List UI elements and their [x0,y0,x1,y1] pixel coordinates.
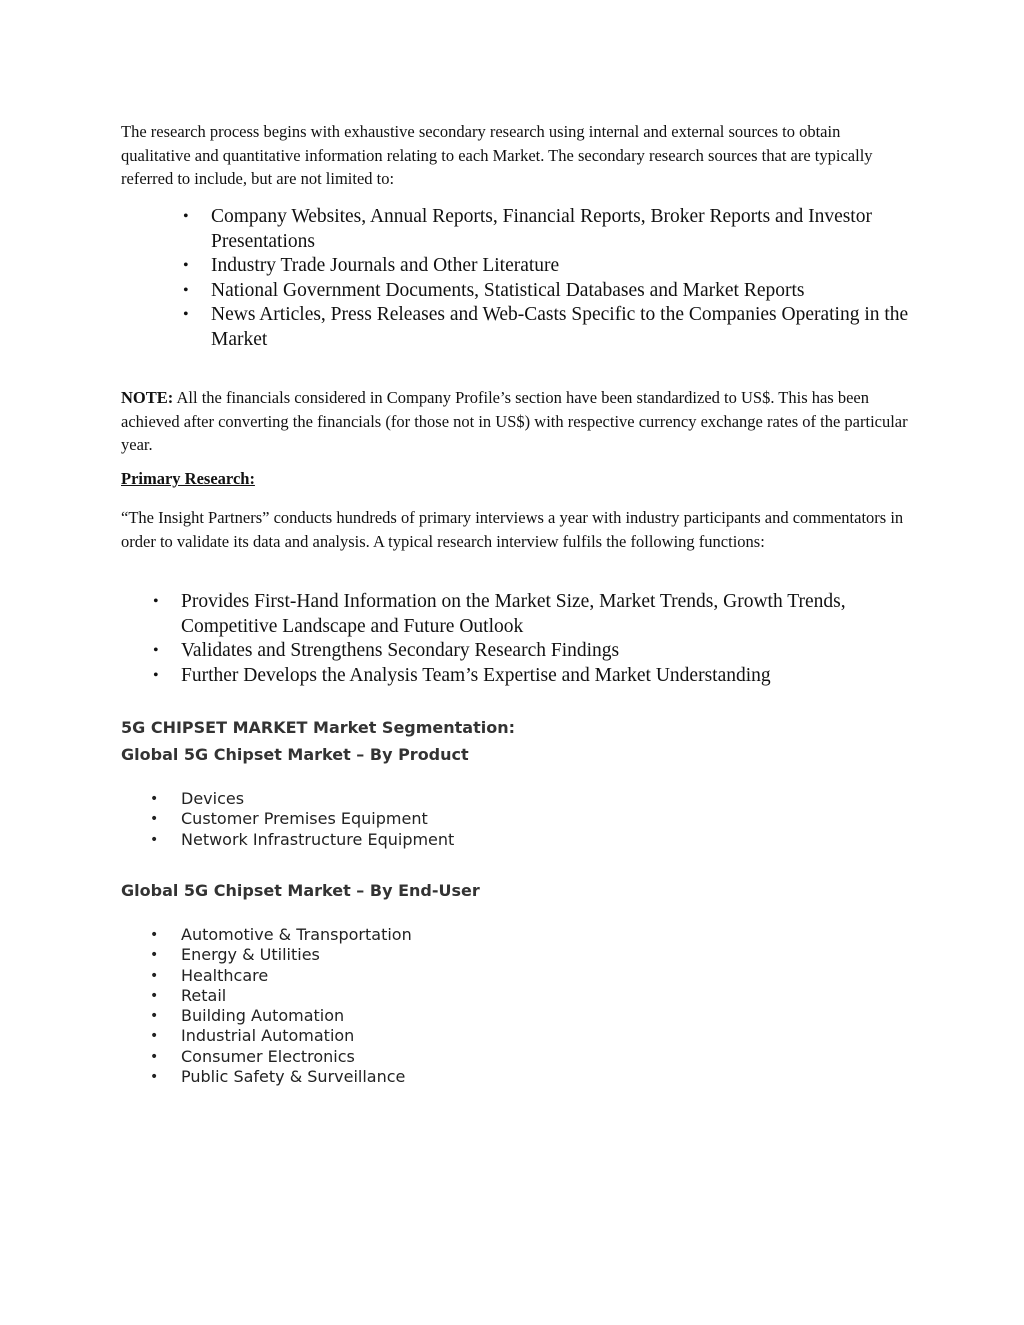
bullet-icon: • [150,1028,159,1045]
list-item: • Further Develops the Analysis Team’s Expertise and Market Understanding [181,664,916,689]
primary-functions-list [153,590,916,688]
by-end-user-list [150,925,781,1087]
primary-research-paragraph: “The Insight Partners” conducts hundreds of primary interviews a year with industry participants and commentators in order to validate its data and analysis. A typical research interview fulfils the following functions: [121,508,904,551]
list-item: • Automotive & Transportation [150,925,412,944]
list-item: • National Government Documents, Statistical Databases and Market Reports [211,279,911,304]
bullet-icon: • [150,811,159,828]
list-item: • Building Automation [150,1006,345,1026]
list-item: • Provides First-Hand Information on the Market Size, Market Trends, Growth Trends, Competitive Landscape and Future Outlook [153,591,846,637]
bullet-icon: • [183,257,189,274]
list-item: • Customer Premises Equipment [150,809,428,829]
note-paragraph [121,386,911,457]
list-item: • News Articles, Press Releases and Web-Casts Specific to the Companies Operating in the Market [183,304,909,350]
bullet-icon: • [183,208,189,225]
by-product-heading: Global 5G Chipset Market – By Product [121,745,469,764]
bullet-icon: • [150,1048,159,1065]
list-item: • Devices [150,789,245,808]
by-end-user-heading: Global 5G Chipset Market – By End-User [121,881,480,900]
list-item: • Public Safety & Surveillance [150,1067,406,1087]
note-label: NOTE: [121,388,174,407]
list-item: • Industry Trade Journals and Other Literature [211,254,911,279]
bullet-icon: • [150,947,159,964]
list-item: • Energy & Utilities [150,945,320,965]
list-item: • Healthcare [150,965,269,985]
intro-paragraph: The research process begins with exhaustive secondary research using internal and external sources to obtain qualitative and quantitative information relating to each Market. The secondary research sources that are typically referred to include, but are not limited to: [121,122,873,188]
list-item: • Consumer Electronics [150,1046,355,1066]
bullet-icon: • [150,791,159,807]
segmentation-title: 5G CHIPSET MARKET Market Segmentation: [121,718,516,737]
bullet-icon: • [153,642,159,659]
list-item: • Network Infrastructure Equipment [150,829,455,849]
bullet-icon: • [183,306,189,323]
bullet-icon: • [150,1069,159,1086]
list-item: • Company Websites, Annual Reports, Financial Reports, Broker Reports and Investor Presentations [183,206,872,252]
list-item: • Retail [150,985,227,1005]
secondary-sources-list [183,205,911,352]
by-product-list [150,789,781,850]
list-item: • Validates and Strengthens Secondary Research Findings [181,639,916,664]
primary-research-heading: Primary Research: [121,469,255,488]
bullet-icon: • [150,1008,159,1025]
bullet-icon: • [153,593,159,610]
list-item: • Industrial Automation [150,1026,355,1046]
bullet-icon: • [150,831,159,848]
bullet-icon: • [153,666,159,684]
note-text: All the financials considered in Company Profile’s section have been standardized to US$. This has been achieved after converting the financials (for those not in US$) with respective currency exchange rates of the particular year. [121,388,908,454]
bullet-icon: • [150,967,159,984]
bullet-icon: • [150,927,159,943]
bullet-icon: • [150,987,159,1004]
bullet-icon: • [183,281,189,299]
